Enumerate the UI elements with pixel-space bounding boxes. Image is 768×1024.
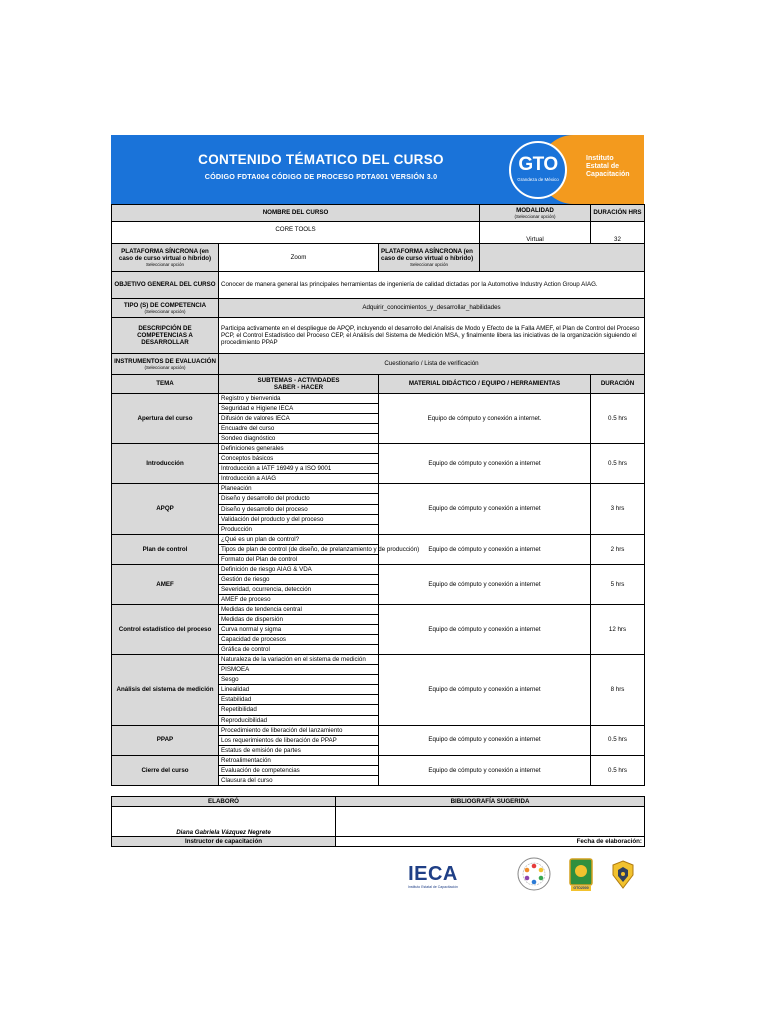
date-label: Fecha de elaboración: — [336, 836, 645, 846]
evaluation-label: INSTRUMENTOS DE EVALUACIÓN (Seleccionar opción) — [112, 354, 219, 375]
topic-row — [112, 564, 645, 604]
topic-name: Análisis del sistema de medición — [112, 655, 219, 725]
gto-logo: GTO Grandeza de México — [509, 141, 567, 199]
subtopic-list — [219, 534, 420, 564]
subtopic-item: Severidad, ocurrencia, detección — [219, 585, 378, 595]
subtopic-item: Capacidad de procesos — [219, 635, 378, 645]
subtopic-item: Diseño y desarrollo del proceso — [219, 505, 378, 515]
topic-row — [112, 755, 645, 785]
subtopic-list — [219, 444, 379, 484]
competence-type-value: Adquirir_conocimientos_y_desarrollar_habilidades — [219, 299, 645, 318]
subtopic-item: Planeación — [219, 484, 378, 494]
competence-type-label: TIPO (S) DE COMPETENCIA (Seleccionar opción) — [112, 299, 219, 318]
subtopic-item: Difusión de valores IECA — [219, 414, 378, 424]
topic-row — [112, 725, 645, 755]
topic-name: APQP — [112, 484, 219, 534]
async-platform-label: PLATAFORMA ASÍNCRONA (en caso de curso virtual o híbrido) Seleccionar opción — [379, 244, 480, 272]
signoff-table — [111, 796, 645, 847]
subtopic-item: Evaluación de competencias — [219, 766, 378, 776]
subtopic-item: Estabilidad — [219, 695, 378, 705]
subtopic-list — [219, 394, 379, 444]
topic-row — [112, 484, 645, 534]
modality-label: MODALIDAD (Seleccionar opción) — [480, 205, 591, 222]
topic-name: AMEF — [112, 564, 219, 604]
subtopic-item: Producción — [221, 525, 252, 533]
topic-duration: 12 hrs — [591, 604, 645, 654]
topic-material: Equipo de cómputo y conexión a internet — [379, 725, 591, 755]
competence-desc-value: Participa activamente en el despliegue de APQP, incluyendo el desarrollo del Analisis de Modo y Efecto de la Falla AMEF, el Plan de Control del Proceso PCP, el Control Estadístico del Proceso CEP, el Análisis del Sistema de Medición MSA, y finalmente libera las iniciativas de la organización siguiendo el procedimiento PPAP — [219, 318, 645, 354]
objective-value: Conocer de manera general las principales herramientas de ingeniería de calidad dictadas por la Automotive Industry Action Group AIAG. — [219, 272, 645, 299]
subtopic-list — [219, 484, 379, 534]
subtopic-item: Conceptos básicos — [219, 454, 378, 464]
subtopic-item: Linealidad — [219, 685, 378, 695]
subtopic-item: Medidas de tendencia central — [219, 605, 378, 615]
modality-value: Virtual — [480, 222, 591, 244]
subtopic-item: Medidas de dispersión — [219, 615, 378, 625]
subtopic-item: Sesgo — [219, 675, 378, 685]
course-name-label: NOMBRE DEL CURSO — [112, 205, 480, 222]
subtopic-item: Procedimiento de liberación del lanzamiento — [219, 726, 378, 736]
course-name-value: CORE TOOLS — [112, 222, 480, 244]
topic-name: Cierre del curso — [112, 755, 219, 785]
subtopic-item: Seguridad e Higiene IECA — [219, 404, 378, 414]
topic-duration: 3 hrs — [591, 484, 645, 534]
header-banner — [111, 135, 644, 204]
subtopic-item: Curva normal y sigma — [219, 625, 378, 635]
topic-duration: 0.5 hrs — [591, 725, 645, 755]
evaluation-value: Cuestionario / Lista de verificación — [219, 354, 645, 375]
topic-duration: 5 hrs — [591, 564, 645, 604]
subtopic-item: Los requerimientos de liberación de PPAP — [219, 736, 378, 746]
objective-label: OBJETIVO GENERAL DEL CURSO — [112, 272, 219, 299]
quality-badge-icon: GTO2000 — [569, 858, 593, 892]
author-role: Instructor de capacitación — [112, 836, 336, 846]
topic-name: PPAP — [112, 725, 219, 755]
subtopic-item: Formato del Plan de control — [221, 555, 298, 563]
topic-duration: 2 hrs — [591, 534, 645, 564]
subtopic-item: Sondeo diagnóstico — [221, 435, 276, 443]
author-name: Diana Gabriela Vázquez Negrete — [112, 806, 336, 836]
topic-name: Control estadístico del proceso — [112, 604, 219, 654]
topic-name: Introducción — [112, 444, 219, 484]
document-code: CÓDIGO FDTA004 CÓDIGO DE PROCESO PDTA001 VERSIÓN 3.0 — [204, 172, 438, 181]
topic-duration: 0.5 hrs — [591, 755, 645, 785]
subtopic-item: PISMOEA — [219, 665, 378, 675]
topic-material: Equipo de cómputo y conexión a internet — [379, 534, 591, 564]
competence-desc-label: DESCRIPCIÓN DE COMPETENCIAS A DESARROLLAR — [112, 318, 219, 354]
subtopic-item: Gráfica de control — [221, 646, 270, 654]
topic-duration: 0.5 hrs — [591, 444, 645, 484]
topic-material: Equipo de cómputo y conexión a internet — [379, 564, 591, 604]
col-subtopics-header: SUBTEMAS - ACTIVIDADES SABER - HACER — [219, 375, 379, 394]
subtopic-list — [219, 564, 379, 604]
subtopic-list — [219, 755, 379, 785]
subtopic-list — [219, 655, 379, 725]
subtopic-item: ¿Qué es un plan de control? — [219, 535, 378, 545]
topic-duration: 8 hrs — [591, 655, 645, 725]
topic-material: Equipo de cómputo y conexión a internet — [379, 655, 591, 725]
prepared-by-label: ELABORÓ — [112, 796, 336, 806]
subtopic-item: Diseño y desarrollo del producto — [219, 494, 378, 504]
duration-hrs-label: DURACIÓN HRS — [591, 205, 645, 222]
subtopic-list — [219, 725, 379, 755]
subtopic-item: Reproducibilidad — [221, 716, 268, 724]
bibliography-label: BIBLIOGRAFÍA SUGERIDA — [336, 796, 645, 806]
duration-hrs-value: 32 — [591, 222, 645, 244]
sync-platform-label: PLATAFORMA SÍNCRONA (en caso de curso virtual o híbrido) Seleccionar opción — [112, 244, 219, 272]
topic-duration: 0.5 hrs — [591, 394, 645, 444]
circular-seal-icon — [517, 857, 551, 891]
col-topic-header: TEMA — [112, 375, 219, 394]
topic-name: Plan de control — [112, 534, 219, 564]
topic-row — [112, 444, 645, 484]
subtopic-item: Validación del producto y del proceso — [219, 515, 378, 525]
col-duration-header: DURACIÓN — [591, 375, 645, 394]
bibliography-value — [336, 806, 645, 836]
topic-material: Equipo de cómputo y conexión a internet. — [379, 394, 591, 444]
topic-name: Apertura del curso — [112, 394, 219, 444]
subtopic-item: Clausura del curso — [221, 776, 273, 784]
ieca-logo: IECA Instituto Estatal de Capacitación — [407, 863, 458, 889]
topics-table-body — [112, 394, 645, 786]
course-content-sheet — [111, 135, 644, 847]
security-shield-icon — [611, 860, 635, 890]
sync-platform-value: Zoom — [219, 244, 379, 272]
subtopic-item: Naturaleza de la variación en el sistema de medición — [219, 655, 378, 665]
footer-logos — [0, 855, 768, 900]
subtopic-item: Repetibilidad — [219, 705, 378, 715]
async-platform-value — [480, 244, 645, 272]
topic-row — [112, 394, 645, 444]
subtopic-item: Encuadre del curso — [219, 424, 378, 434]
subtopic-item: Introducción a IATF 16949 y a ISO 9001 — [219, 464, 378, 474]
course-info-table — [111, 204, 645, 786]
topic-material: Equipo de cómputo y conexión a internet — [379, 484, 591, 534]
subtopic-item: Definiciones generales — [219, 444, 378, 454]
topic-row — [112, 534, 645, 564]
subtopic-item: Estatus de emisión de partes — [221, 746, 301, 754]
topic-material: Equipo de cómputo y conexión a internet — [379, 755, 591, 785]
subtopic-item: Definición de riesgo AIAG & VDA — [219, 565, 378, 575]
col-material-header: MATERIAL DIDÁCTICO / EQUIPO / HERRAMIENTAS — [379, 375, 591, 394]
subtopic-item: Introducción a AIAG — [221, 475, 277, 483]
subtopic-list — [219, 604, 379, 654]
topic-material: Equipo de cómputo y conexión a internet — [379, 604, 591, 654]
topic-row — [112, 604, 645, 654]
subtopic-item: AMEF de proceso — [221, 595, 271, 603]
subtopic-item: Registro y bienvenida — [219, 394, 378, 404]
institute-name: Instituto Estatal de Capacitación — [586, 155, 630, 178]
subtopic-item: Retroalimentación — [219, 756, 378, 766]
document-title: CONTENIDO TÉMATICO DEL CURSO — [198, 152, 444, 167]
topic-row — [112, 655, 645, 725]
subtopic-item: Gestión de riesgo — [219, 575, 378, 585]
subtopic-item: Tipos de plan de control (de diseño, de prelanzamiento y de producción) — [219, 545, 378, 555]
topic-material: Equipo de cómputo y conexión a internet — [379, 444, 591, 484]
